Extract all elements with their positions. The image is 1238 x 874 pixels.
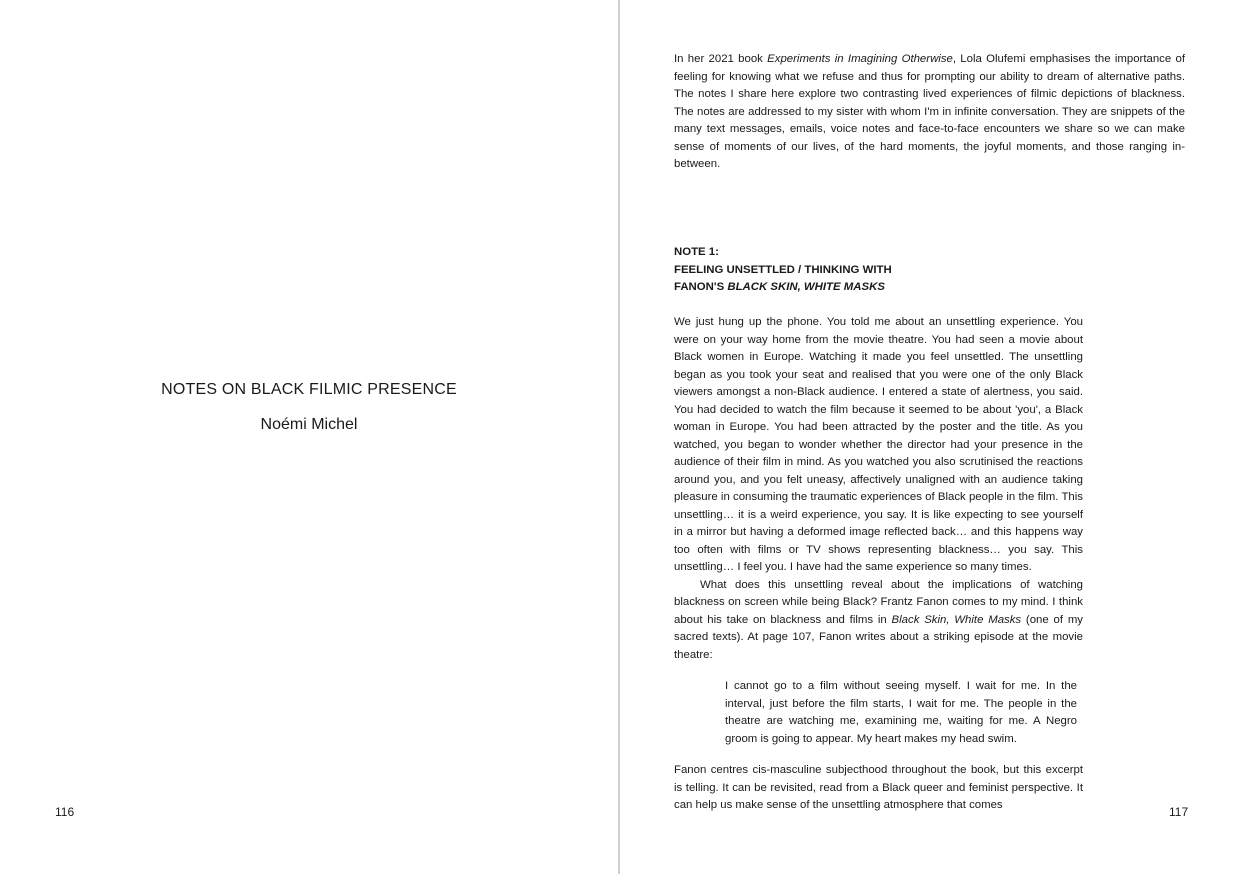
essay-author: Noémi Michel (260, 416, 358, 433)
page-gutter (618, 0, 620, 874)
paragraph-2-end: (one of my sacred texts). At page 107, Fanon writes about a striking episode at the movie theatre: (674, 613, 1084, 661)
note-body (674, 314, 1083, 815)
intro-paragraph (674, 51, 1185, 174)
page-number-right: 117 (1169, 805, 1189, 819)
essay-title: NOTES ON BLACK FILMIC PRESENCE (161, 381, 457, 398)
paragraph-2-book-title: Black Skin, White Masks (891, 613, 1022, 626)
intro-book-title: Experiments in Imagining Otherwise (767, 53, 953, 65)
intro-text-start: In her 2021 book (674, 53, 768, 65)
note-title-book: BLACK SKIN, WHITE MASKS (727, 281, 885, 293)
body-paragraph-1: We just hung up the phone. You told me about an unsettling experience. You were on your way home from the movie theatre. You had seen a movie about Black women in Europe. Watching it made you feel unsettled. The unsettling began as you took your seat and realised that you were one of the only Black viewers amongst a non-Black audience. I entered a state of alertness, you said. You had decided to watch the film because it seemed to be about 'you', a Black woman in Europe. You had been attracted by the poster and the title. As you watched, you began to wonder whether the director had your presence in the audience of their film in mind. As you watched you also scrutinised the reactions around you, and you felt uneasy, affectively unaligned with an audience taking pleasure in consuming the traumatic experiences of Black people in the film. This unsettling… it is a weird experience, you say. It is like expecting to see yourself in a mirror but having a deformed image reflected back… and this happens way too often with films or TV shows representing blackness… you say. This unsettling… I feel you. I have had the same experience so many times. (674, 316, 1083, 573)
paragraph-2-start: What does this unsettling reveal about the implications of watching blackness on screen while being Black? Frantz Fanon comes to my mind. I think about his take on blackness and films in (674, 578, 1083, 626)
body-paragraph-3: Fanon centres cis-masculine subjecthood throughout the book, but this excerpt is telling. It can be revisited, read from a Black queer and feminist perspective. It can help us make sense of the unsettling atmosphere that comes (674, 764, 1083, 811)
intro-text-end: , Lola Olufemi emphasises the importance of feeling for knowing what we refuse and thus for prompting our ability to dream of alternative paths. The notes I share here explore two contrasting lived experiences of filmic depictions of blackness. The notes are addressed to my sister with whom I'm in infinite conversation. They are snippets of the many text messages, emails, voice notes and face-to-face encounters we share so we can make sense of moments of our lives, of the hard moments, the joyful moments, and those ranging in-between. (674, 53, 1185, 170)
note-title-prefix: FANON'S (674, 281, 728, 293)
left-page (0, 0, 618, 874)
title-block (0, 381, 618, 434)
body-paragraph-2 (674, 577, 1083, 665)
note-number: NOTE 1: (674, 246, 719, 258)
note-heading (674, 244, 1094, 297)
page-number-left: 116 (55, 805, 75, 819)
block-quote: I cannot go to a film without seeing myself. I wait for me. In the interval, just before the film starts, I wait for me. The people in the theatre are watching me, examining me, waiting for me. A Negro groom is going to appear. My heart makes my head swim. (725, 680, 1077, 745)
note-title-line: FEELING UNSETTLED / THINKING WITH (674, 263, 892, 276)
right-page (621, 0, 1238, 874)
